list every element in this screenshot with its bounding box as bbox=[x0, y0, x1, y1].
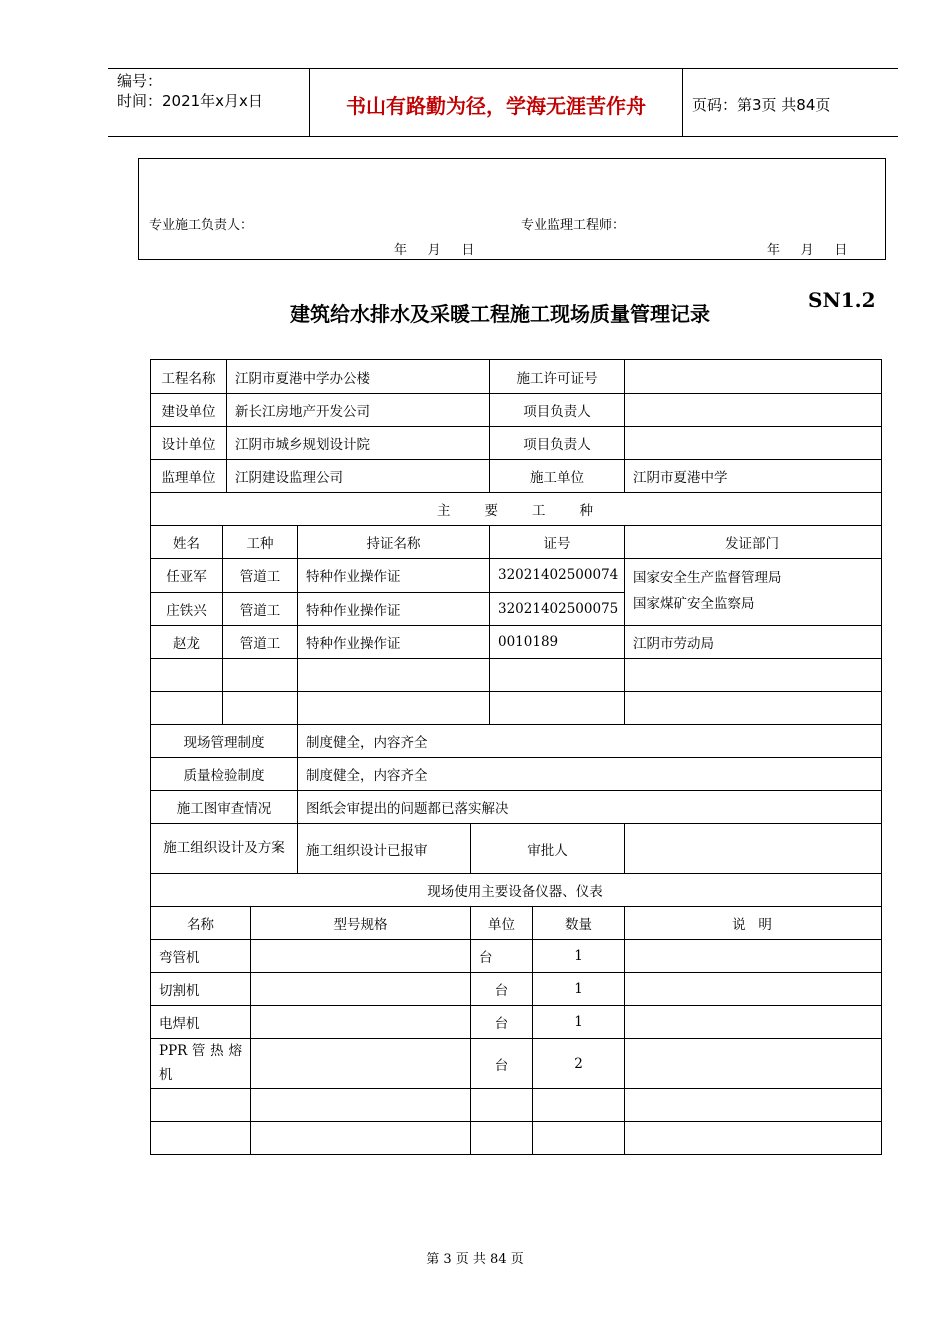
table-row bbox=[151, 790, 881, 823]
design-label: 施工组织设计及方案 bbox=[163, 840, 285, 857]
eq-spec bbox=[250, 1006, 470, 1038]
eq-header-note: 说 明 bbox=[624, 907, 879, 939]
worker-cert: 特种作业操作证 bbox=[297, 626, 489, 658]
table-row bbox=[151, 360, 881, 393]
empty-cell bbox=[470, 1122, 532, 1154]
supervisor-unit-value: 江阴建设监理公司 bbox=[226, 460, 489, 492]
eq-qty: 1 bbox=[532, 1006, 624, 1038]
empty-cell bbox=[624, 1122, 879, 1154]
empty-cell bbox=[489, 692, 624, 724]
page-footer: 第 3 页 共 84 页 bbox=[426, 1252, 524, 1267]
site-mgmt-label: 现场管理制度 bbox=[183, 735, 265, 751]
date-right: 年 月 日 bbox=[767, 243, 848, 258]
worker-name: 任亚军 bbox=[166, 569, 207, 586]
owner-manager-value bbox=[624, 394, 879, 426]
eq-name: PPR 管 热 熔 机 bbox=[159, 1042, 242, 1083]
contractor-label: 专业施工负责人： bbox=[149, 218, 254, 233]
eq-header-spec: 型号规格 bbox=[250, 907, 470, 939]
table-row-empty bbox=[151, 1121, 881, 1154]
header-top-rule bbox=[108, 68, 898, 69]
permit-value bbox=[624, 360, 879, 393]
worker-name: 庄铁兴 bbox=[166, 602, 207, 619]
empty-cell bbox=[624, 1089, 879, 1121]
table-row bbox=[151, 1005, 881, 1038]
eq-note bbox=[624, 1039, 879, 1088]
motto: 书山有路勤为径，学海无涯苦作舟 bbox=[346, 94, 646, 118]
worker-cert-no: 0010189 bbox=[489, 626, 624, 658]
signature-box bbox=[138, 158, 886, 260]
empty-cell bbox=[470, 1089, 532, 1121]
form-code: SN1.2 bbox=[808, 288, 876, 312]
project-name-label: 工程名称 bbox=[161, 370, 216, 387]
empty-cell bbox=[624, 659, 879, 691]
eq-note bbox=[624, 1006, 879, 1038]
empty-cell bbox=[250, 1089, 470, 1121]
supervisor-unit-label: 监理单位 bbox=[161, 470, 216, 486]
eq-unit: 台 bbox=[470, 1039, 532, 1088]
table-row bbox=[151, 906, 881, 939]
worker-cert-no: 32021402500075 bbox=[489, 593, 624, 626]
table-row bbox=[151, 724, 881, 757]
empty-cell bbox=[532, 1089, 624, 1121]
eq-note bbox=[624, 973, 879, 1005]
owner-label: 建设单位 bbox=[161, 404, 216, 420]
designer-manager-value bbox=[624, 427, 879, 459]
eq-header-name: 名称 bbox=[187, 917, 214, 933]
eq-note bbox=[624, 940, 879, 972]
designer-label: 设计单位 bbox=[161, 437, 216, 453]
date-left: 年 月 日 bbox=[394, 243, 475, 258]
table-row bbox=[151, 757, 881, 790]
table-row-group bbox=[151, 558, 881, 625]
eq-unit: 台 bbox=[470, 940, 532, 972]
table-row bbox=[151, 972, 881, 1005]
table-row bbox=[151, 559, 624, 592]
table-row bbox=[151, 823, 881, 873]
empty-cell bbox=[222, 692, 297, 724]
dept-line-2: 国家煤矿安全监察局 bbox=[633, 596, 755, 612]
site-mgmt-value: 制度健全，内容齐全 bbox=[297, 725, 879, 757]
eq-name: 电焊机 bbox=[159, 1016, 200, 1032]
table-row bbox=[151, 939, 881, 972]
eq-qty: 1 bbox=[532, 940, 624, 972]
worker-cert: 特种作业操作证 bbox=[297, 593, 489, 626]
empty-cell bbox=[297, 659, 489, 691]
supervisor-label: 专业监理工程师： bbox=[521, 218, 626, 233]
approver-label: 审批人 bbox=[470, 824, 624, 873]
table-row bbox=[151, 492, 881, 525]
empty-cell bbox=[250, 1122, 470, 1154]
eq-spec bbox=[250, 973, 470, 1005]
owner-manager-label: 项目负责人 bbox=[489, 394, 624, 426]
eq-unit: 台 bbox=[470, 973, 532, 1005]
worker-cert: 特种作业操作证 bbox=[297, 559, 489, 592]
table-row bbox=[151, 525, 881, 558]
header-divider-2 bbox=[682, 68, 683, 136]
quality-label: 质量检验制度 bbox=[183, 768, 265, 784]
eq-unit: 台 bbox=[470, 1006, 532, 1038]
time-label: 时间：2021年x月x日 bbox=[117, 92, 263, 110]
worker-name: 赵龙 bbox=[173, 636, 200, 652]
header-bottom-rule bbox=[108, 136, 898, 137]
table-row bbox=[151, 393, 881, 426]
designer-value: 江阴市城乡规划设计院 bbox=[226, 427, 489, 459]
table-row-empty bbox=[151, 691, 881, 724]
designer-manager-label: 项目负责人 bbox=[489, 427, 624, 459]
table-row bbox=[151, 426, 881, 459]
table-row bbox=[151, 625, 881, 658]
contractor-unit-label: 施工单位 bbox=[489, 460, 624, 492]
owner-value: 新长江房地产开发公司 bbox=[226, 394, 489, 426]
eq-name: 切割机 bbox=[159, 983, 200, 999]
table-row bbox=[151, 1038, 881, 1088]
drawing-label: 施工图审查情况 bbox=[176, 801, 272, 817]
eq-spec bbox=[250, 1039, 470, 1088]
empty-cell bbox=[151, 1089, 250, 1121]
table-row-empty bbox=[151, 1088, 881, 1121]
serial-label: 编号： bbox=[117, 72, 163, 90]
table-row bbox=[151, 873, 881, 906]
eq-qty: 2 bbox=[532, 1039, 624, 1088]
project-name-value: 江阴市夏港中学办公楼 bbox=[226, 360, 489, 393]
worker-dept: 江阴市劳动局 bbox=[624, 626, 879, 658]
eq-name: 弯管机 bbox=[159, 950, 200, 966]
col-header-trade: 工种 bbox=[222, 526, 297, 558]
table-row bbox=[151, 459, 881, 492]
page-title: 建筑给水排水及采暖工程施工现场质量管理记录 bbox=[290, 302, 710, 326]
table-row bbox=[151, 592, 624, 626]
empty-cell bbox=[151, 1122, 250, 1154]
design-value: 施工组织设计已报审 bbox=[297, 824, 470, 873]
empty-cell bbox=[297, 692, 489, 724]
equipment-section-title: 现场使用主要设备仪器、仪表 bbox=[427, 884, 603, 900]
empty-cell bbox=[151, 659, 222, 691]
eq-header-unit: 单位 bbox=[470, 907, 532, 939]
page-label: 页码：第3页 共84页 bbox=[692, 96, 831, 114]
col-header-cert: 持证名称 bbox=[297, 526, 489, 558]
empty-cell bbox=[489, 659, 624, 691]
approver-value bbox=[624, 824, 879, 873]
table-row-empty bbox=[151, 658, 881, 691]
empty-cell bbox=[532, 1122, 624, 1154]
drawing-value: 图纸会审提出的问题都已落实解决 bbox=[297, 791, 879, 823]
worker-trade: 管道工 bbox=[222, 626, 297, 658]
permit-label: 施工许可证号 bbox=[489, 360, 624, 393]
contractor-unit-value: 江阴市夏港中学 bbox=[624, 460, 879, 492]
eq-qty: 1 bbox=[532, 973, 624, 1005]
workers-section-title: 主 要 工 种 bbox=[437, 503, 593, 519]
empty-cell bbox=[222, 659, 297, 691]
dept-line-1: 国家安全生产监督管理局 bbox=[633, 570, 782, 587]
merged-dept-cell bbox=[624, 559, 879, 625]
worker-trade: 管道工 bbox=[222, 593, 297, 626]
worker-rows-left bbox=[151, 559, 624, 625]
col-header-cert-no: 证号 bbox=[489, 526, 624, 558]
empty-cell bbox=[151, 692, 222, 724]
col-header-dept: 发证部门 bbox=[624, 526, 879, 558]
quality-value: 制度健全，内容齐全 bbox=[297, 758, 879, 790]
eq-header-qty: 数量 bbox=[532, 907, 624, 939]
worker-cert-no: 32021402500074 bbox=[489, 559, 624, 592]
empty-cell bbox=[624, 692, 879, 724]
col-header-name: 姓名 bbox=[173, 536, 200, 552]
eq-spec bbox=[250, 940, 470, 972]
worker-trade: 管道工 bbox=[222, 559, 297, 592]
quality-record-table bbox=[150, 359, 882, 1155]
